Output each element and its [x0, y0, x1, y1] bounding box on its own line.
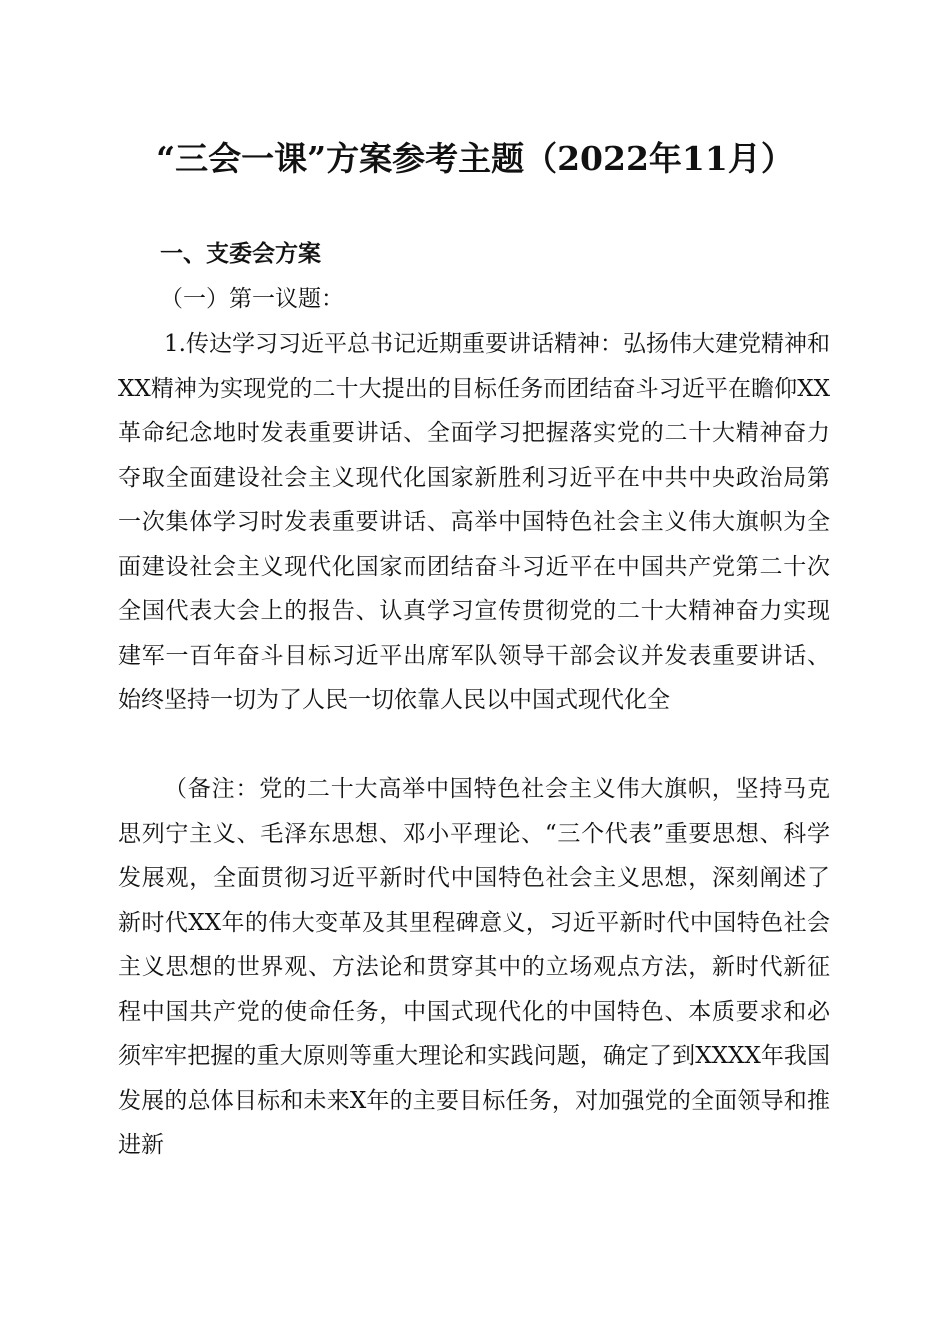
- body-paragraph-1: 1.传达学习习近平总书记近期重要讲话精神：弘扬伟大建党精神和XX精神为实现党的二十大提出的目标任务而团结奋斗习近平在瞻仰XX革命纪念地时发表重要讲话、全面学习把握落实党的二十大精神奋力夺取全面建设社会主义现代化国家新胜利习近平在中共中央政治局第一次集体学习时发表重要讲话、高举中国特色社会主义伟大旗帜为全面建设社会主义现代化国家而团结奋斗习近平在中国共产党第二十次全国代表大会上的报告、认真学习宣传贯彻党的二十大精神奋力实现建军一百年奋斗目标习近平出席军队领导干部会议并发表重要讲话、始终坚持一切为了人民一切依靠人民以中国式现代化全: [118, 331, 830, 713]
- body-paragraph-2: （备注：党的二十大高举中国特色社会主义伟大旗帜，坚持马克思列宁主义、毛泽东思想、邓小平理论、“三个代表”重要思想、科学发展观，全面贯彻习近平新时代中国特色社会主义思想，深刻阐述了新时代XX年的伟大变革及其里程碑意义，习近平新时代中国特色社会主义思想的世界观、方法论和贯穿其中的立场观点方法，新时代新征程中国共产党的使命任务，中国式现代化的中国特色、本质要求和必须牢牢把握的重大原则等重大理论和实践问题，确定了到XXXX年我国发展的总体目标和未来X年的主要目标任务，对加强党的全面领导和推进新: [118, 776, 830, 1158]
- document-title: “三会一课”方案参考主题（2022年11月）: [156, 139, 794, 178]
- section-heading: 一、支委会方案: [160, 241, 321, 267]
- subsection-heading: （一）第一议题：: [160, 286, 344, 312]
